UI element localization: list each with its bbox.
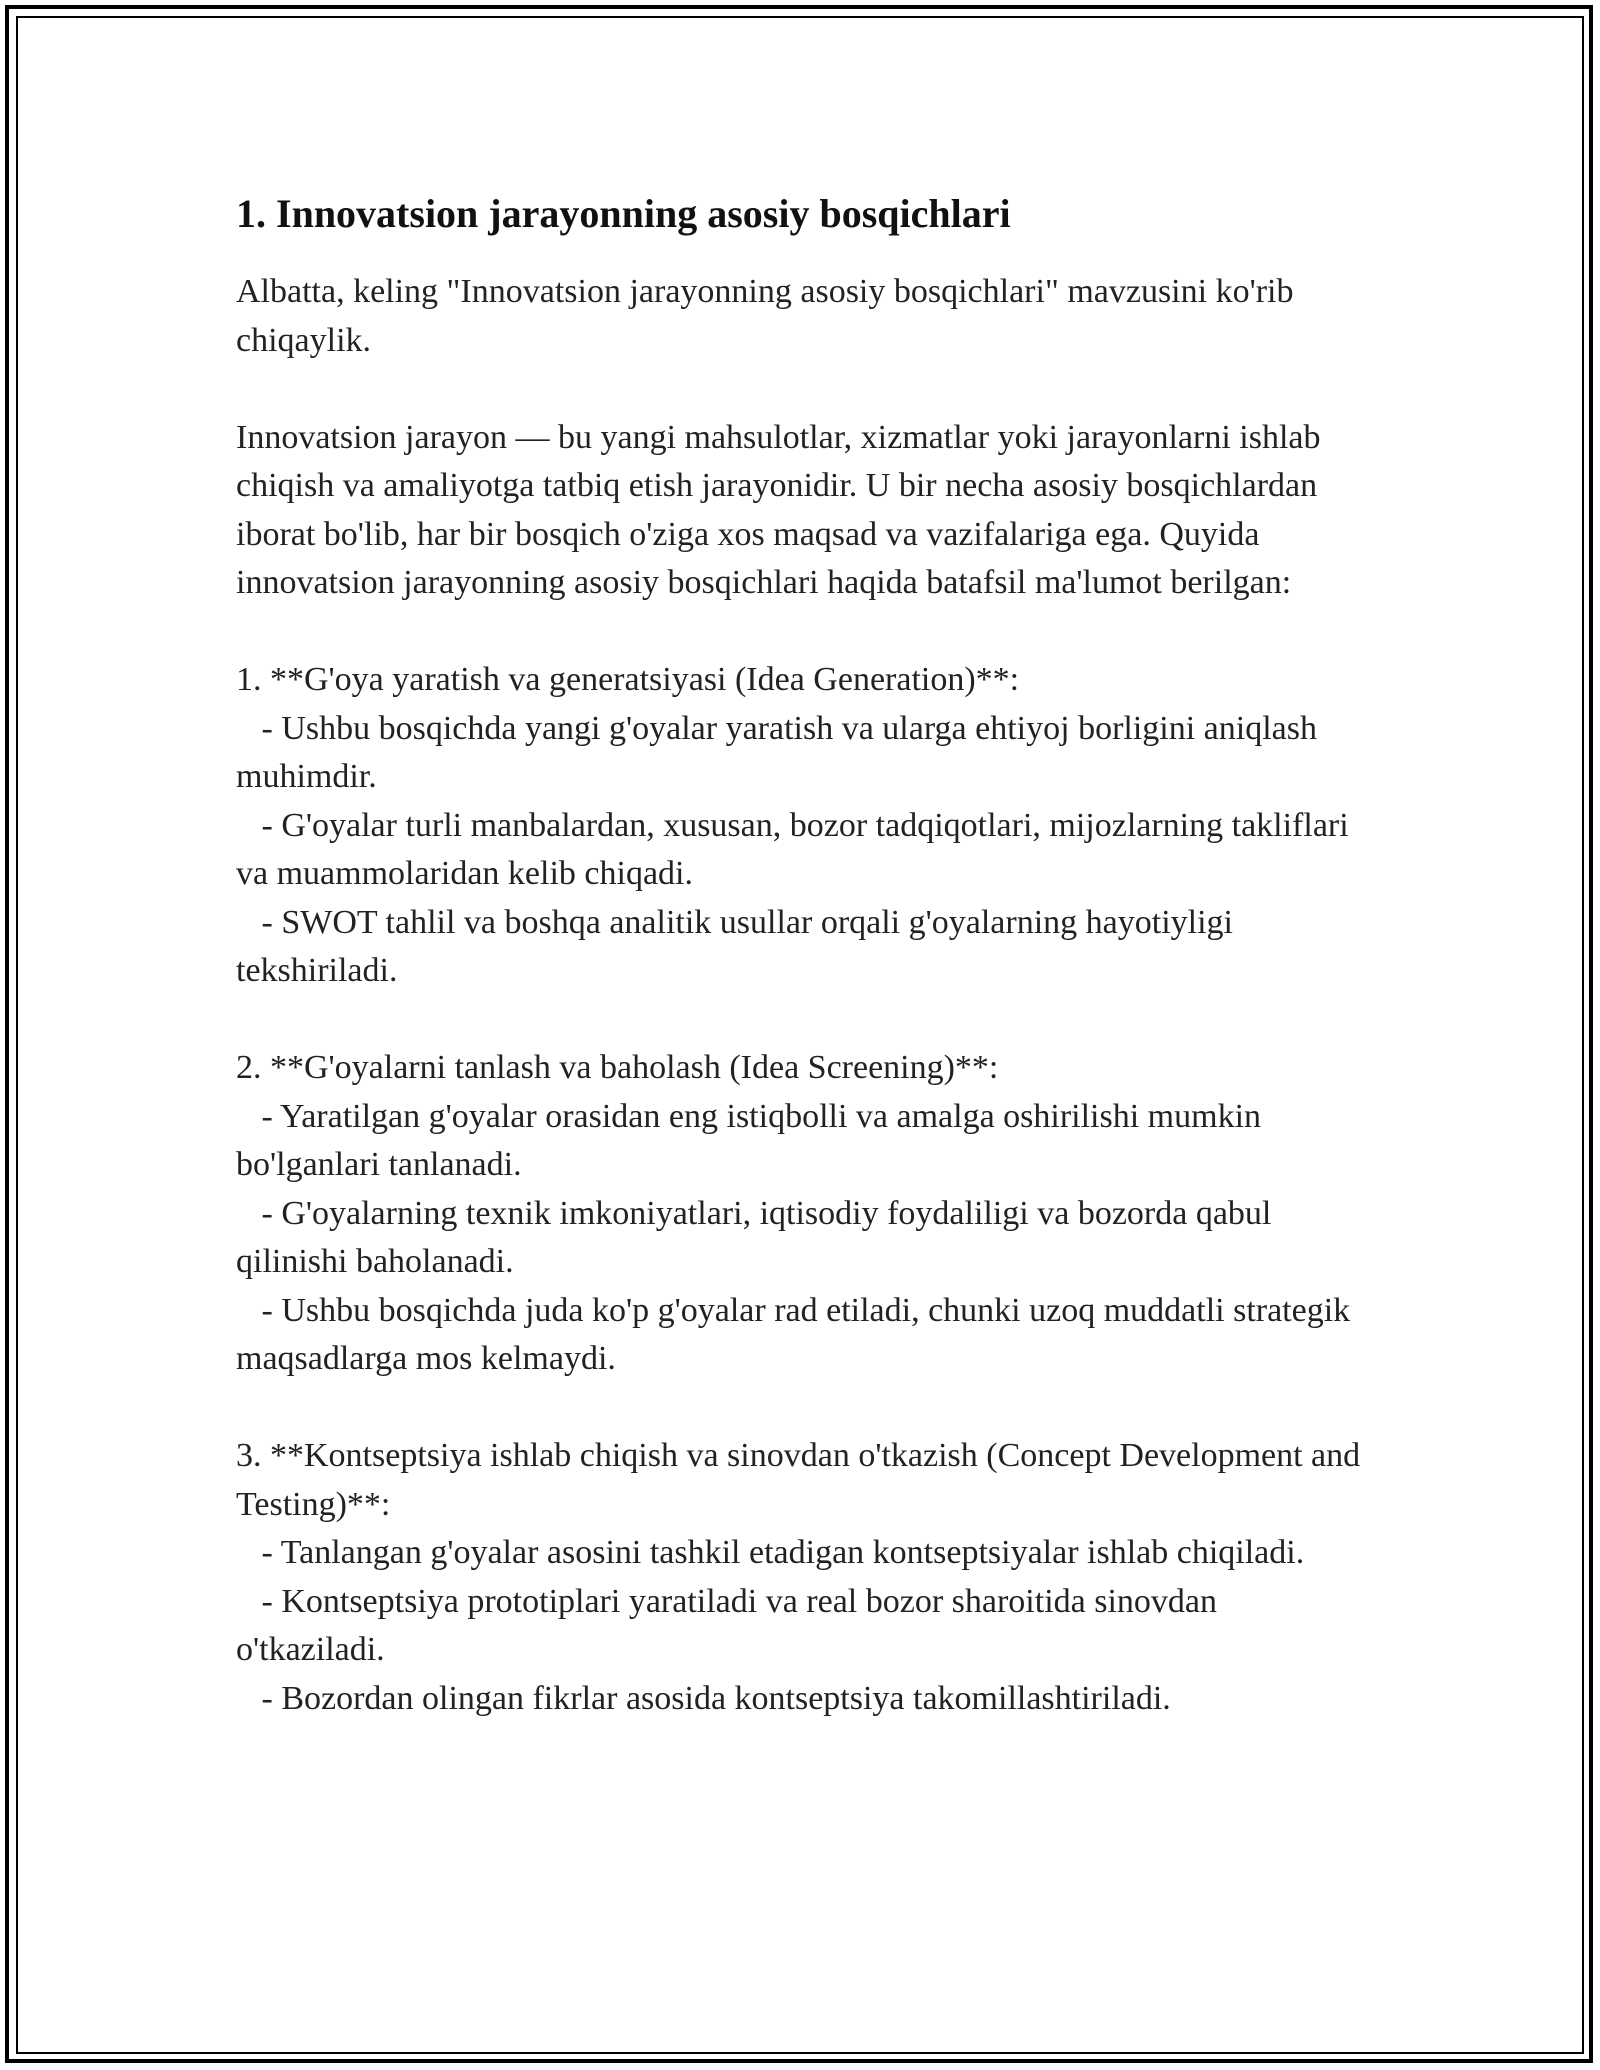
step-bullet: [236, 1190, 1366, 1287]
paragraph-spacer: [236, 365, 1366, 414]
step-bullet: [236, 899, 1366, 996]
step-bullet: [236, 705, 1366, 802]
step-section: [236, 656, 1366, 996]
step-bullet: [236, 802, 1366, 899]
step-bullet: [236, 1578, 1366, 1675]
intro-paragraph: Albatta, keling "Innovatsion jarayonning asosiy bosqichlari" mavzusini ko'rib chiqaylik.: [236, 273, 1302, 359]
step-bullet-text: - Kontseptsiya prototiplari yaratiladi va real bozor sharoitida sinovdan o'tkaziladi.: [236, 1582, 1218, 1668]
paragraph-spacer: [236, 1384, 1366, 1433]
step-bullet-text: - Ushbu bosqichda yangi g'oyalar yaratish va ularga ehtiyoj borligini aniqlash muhimdir.: [236, 709, 1317, 795]
step-bullet: [236, 1675, 1366, 1724]
paragraph-spacer: [236, 996, 1366, 1045]
step-bullet-text: - Bozordan olingan fikrlar asosida kontseptsiya takomillashtiriladi.: [261, 1679, 1171, 1717]
step-bullet: [236, 1529, 1366, 1578]
intro-paragraph: Innovatsion jarayon — bu yangi mahsulotlar, xizmatlar yoki jarayonlarni ishlab chiqish va amaliyotga tatbiq etish jarayonidir. U bir necha asosiy bosqichlardan iborat bo'lib, har bir bosqich o'ziga xos maqsad va vazifalariga ega. Quyida innovatsion jarayonning asosiy bosqichlari haqida batafsil ma'lumot berilgan:: [236, 418, 1329, 601]
step-bullet: [236, 1287, 1366, 1384]
document-heading: 1. Innovatsion jarayonning asosiy bosqichlari: [236, 191, 1011, 236]
step-bullet-text: - Yaratilgan g'oyalar orasidan eng istiqbolli va amalga oshirilishi mumkin bo'lganlari tanlanadi.: [236, 1097, 1262, 1183]
step-bullet-text: - G'oyalarning texnik imkoniyatlari, iqtisodiy foydaliligi va bozorda qabul qilinishi baholanadi.: [236, 1194, 1272, 1280]
step-title: 2. **G'oyalarni tanlash va baholash (Idea Screening)**:: [236, 1049, 999, 1086]
document-body: [236, 186, 1366, 1723]
step-section: [236, 1044, 1366, 1384]
step-title: 1. **G'oya yaratish va generatsiyasi (Idea Generation)**:: [236, 661, 1020, 698]
step-bullet-text: - SWOT tahlil va boshqa analitik usullar orqali g'oyalarning hayotiyligi tekshiriladi.: [236, 903, 1233, 989]
step-section: [236, 1432, 1366, 1723]
paragraph-spacer: [236, 608, 1366, 657]
step-bullet-text: - Tanlangan g'oyalar asosini tashkil etadigan kontseptsiyalar ishlab chiqiladi.: [261, 1534, 1305, 1571]
step-bullet: [236, 1093, 1366, 1190]
step-title: 3. **Kontseptsiya ishlab chiqish va sinovdan o'tkazish (Concept Development and Testing)**:: [236, 1437, 1361, 1523]
step-bullet-text: - Ushbu bosqichda juda ko'p g'oyalar rad etiladi, chunki uzoq muddatli strategik maqsadlarga mos kelmaydi.: [236, 1291, 1351, 1377]
step-bullet-text: - G'oyalar turli manbalardan, xususan, bozor tadqiqotlari, mijozlarning takliflari va muammolaridan kelib chiqadi.: [236, 806, 1349, 892]
